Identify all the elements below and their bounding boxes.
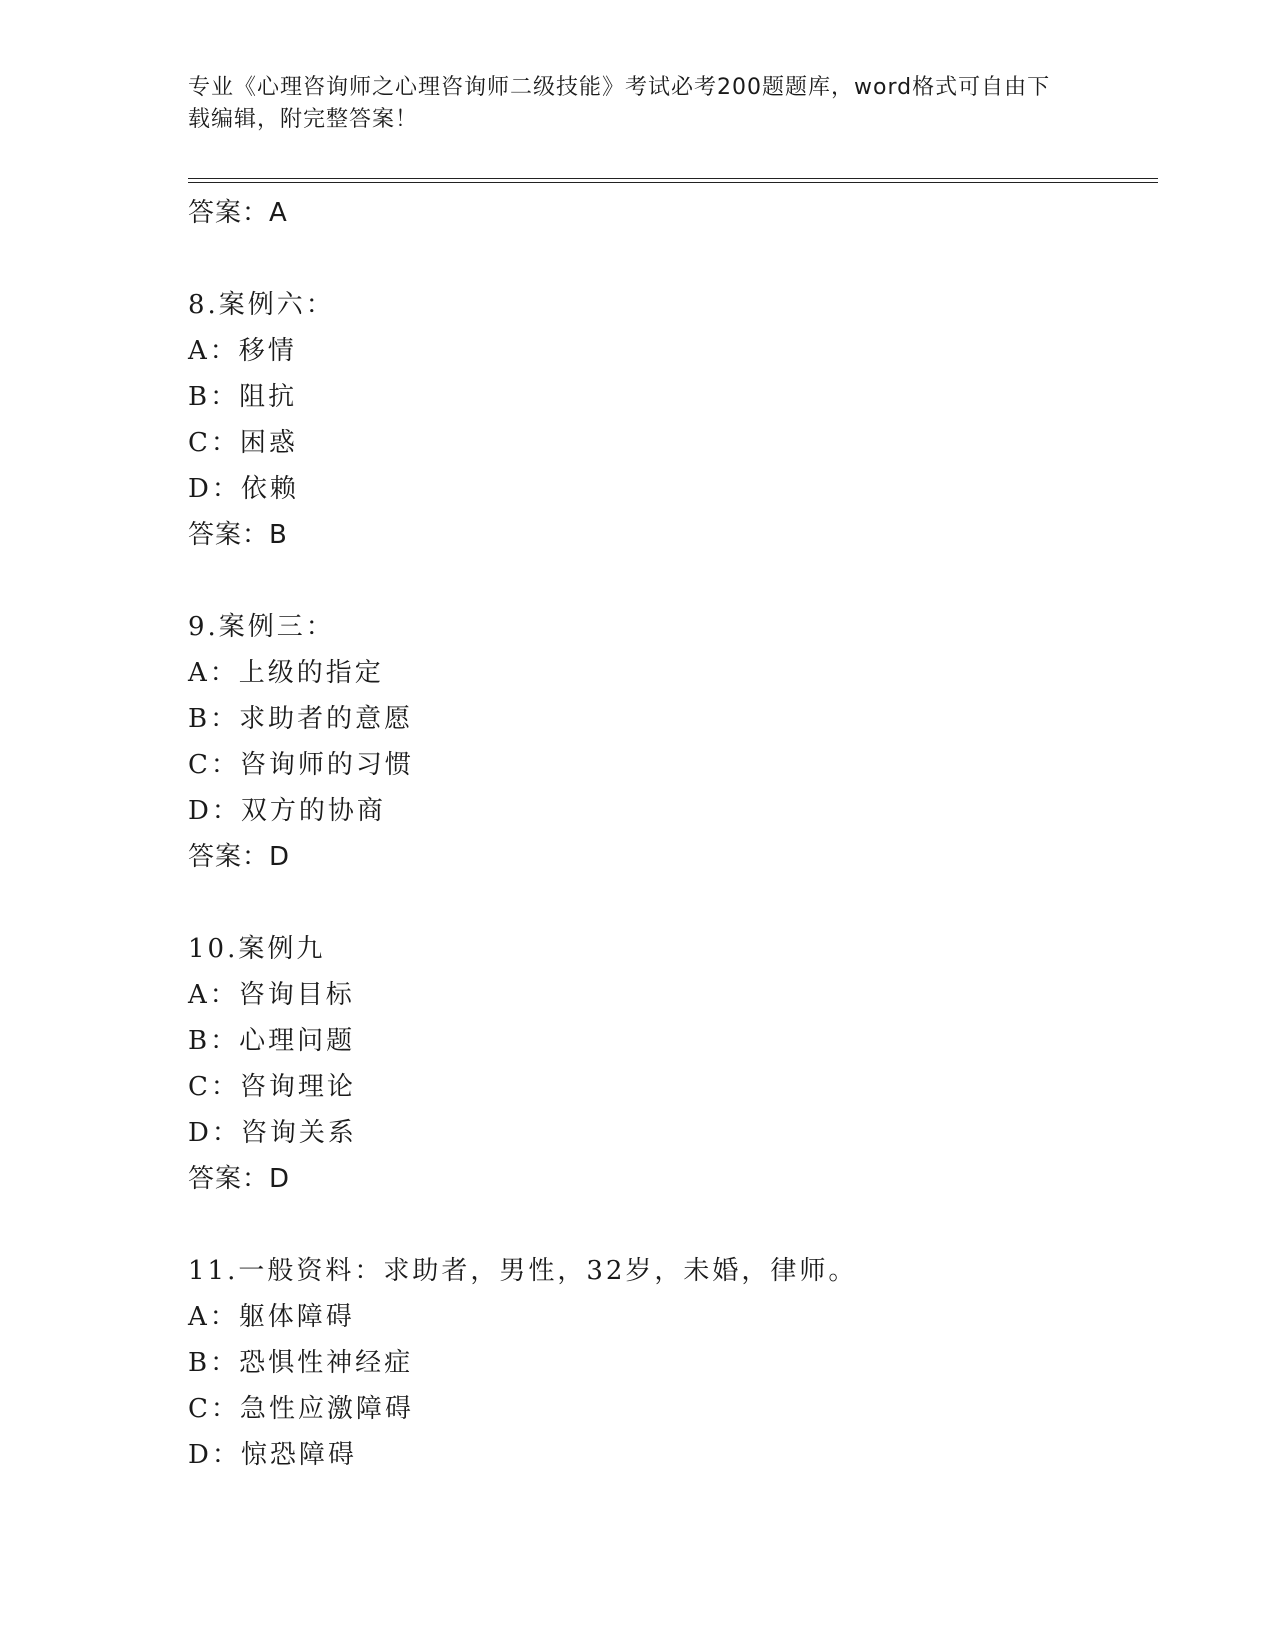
spacer (188, 236, 1158, 282)
question-list (188, 190, 1158, 1478)
option-b: B：阻抗 (188, 382, 298, 412)
option-c: C：急性应激障碍 (188, 1394, 414, 1424)
option-d: D：双方的协商 (188, 796, 386, 826)
option-a: A：躯体障碍 (188, 1302, 355, 1332)
option-d: D：咨询关系 (188, 1118, 357, 1148)
option-c: C：咨询理论 (188, 1072, 356, 1102)
option-b: B：恐惧性神经症 (188, 1348, 414, 1378)
document-header: 专业《心理咨询师之心理咨询师二级技能》考试必考200题题库，word格式可自由下载编辑，附完整答案！ (188, 75, 1051, 132)
answer-line: 答案：D (188, 1164, 291, 1194)
question-title: 11.一般资料：求助者，男性，32岁，未婚，律师。 (188, 1256, 858, 1286)
spacer (188, 558, 1158, 604)
answer-line: 答案：D (188, 842, 291, 872)
option-a: A：移情 (188, 336, 297, 366)
option-c: C：困惑 (188, 428, 298, 458)
answer-line: 答案：A (188, 198, 288, 228)
option-b: B：心理问题 (188, 1026, 356, 1056)
option-b: B：求助者的意愿 (188, 704, 414, 734)
spacer (188, 880, 1158, 926)
option-c: C：咨询师的习惯 (188, 750, 414, 780)
spacer (188, 1202, 1158, 1248)
question-title: 8.案例六： (188, 290, 335, 320)
option-d: D：惊恐障碍 (188, 1440, 357, 1470)
option-a: A：咨询目标 (188, 980, 355, 1010)
option-a: A：上级的指定 (188, 658, 384, 688)
question-title: 10.案例九 (188, 934, 326, 964)
header-divider (188, 178, 1158, 183)
question-title: 9.案例三： (188, 612, 335, 642)
option-d: D：依赖 (188, 474, 299, 504)
answer-line: 答案：B (188, 520, 288, 550)
